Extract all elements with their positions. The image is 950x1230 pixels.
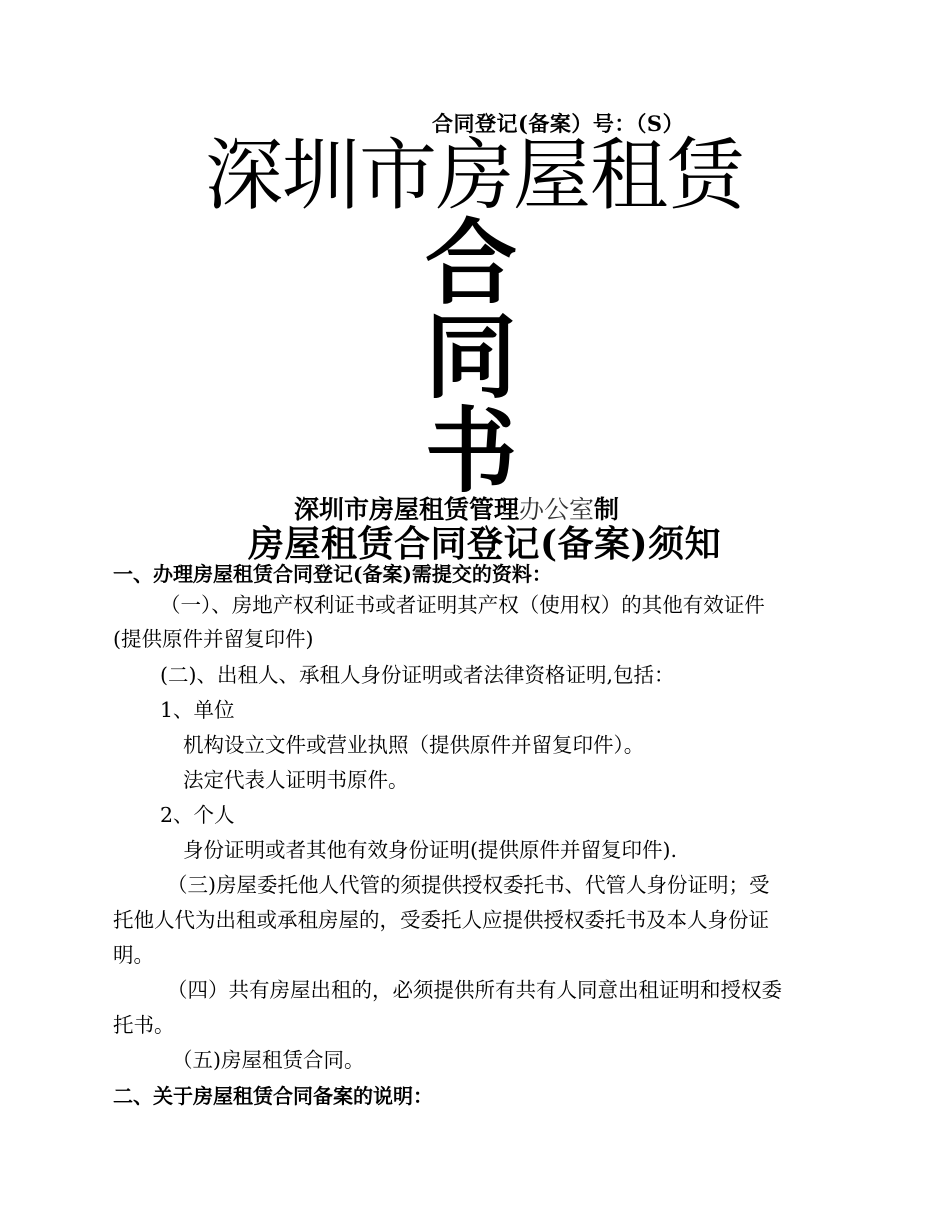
item-3-line-3: 明。 [113, 943, 154, 967]
item-4-line-1: （四）共有房屋出租的，必须提供所有共有人同意出租证明和授权委 [167, 978, 782, 1002]
contract-registration-number-label: 合同登记(备案）号：（S） [432, 111, 685, 136]
notice-title: 房屋租赁合同登记(备案)须知 [248, 523, 722, 565]
section-heading-2: 二、关于房屋租赁合同备案的说明： [113, 1084, 433, 1108]
sub-item-1-b: 法定代表人证明书原件。 [183, 768, 409, 792]
item-1-line-1: （一）、房地产权利证书或者证明其产权（使用权）的其他有效证件 [160, 593, 765, 617]
vertical-title-char-shu: 书 [425, 398, 518, 505]
item-3-line-2: 托他人代为出租或承租房屋的，受委托人应提供授权委托书及本人身份证 [113, 908, 769, 932]
item-4-line-2: 托书。 [113, 1013, 175, 1037]
issuer-name: 深圳市房屋租赁管理 [294, 495, 520, 524]
sub-item-1-a: 机构设立文件或营业执照（提供原件并留复印件）。 [183, 733, 645, 757]
section-heading-1: 一、办理房屋租赁合同登记(备案)需提交的资料： [113, 562, 552, 586]
item-2: (二)、出租人、承租人身份证明或者法律资格证明,包括： [160, 663, 675, 687]
vertical-title-char-he: 合 [425, 210, 518, 317]
vertical-title-char-tong: 同 [425, 304, 518, 411]
item-3-line-1: （三)房屋委托他人代管的须提供授权委托书、代管人身份证明；受 [167, 873, 770, 897]
document-main-title: 深圳市房屋租赁 [205, 131, 745, 221]
sub-item-2-heading: 2、个人 [160, 803, 235, 827]
item-5: （五)房屋租赁合同。 [172, 1048, 365, 1072]
item-1-line-2: (提供原件并留复印件) [113, 627, 314, 651]
issuer-office: 办公室 [519, 495, 595, 524]
issuer-suffix: 制 [594, 495, 620, 524]
sub-item-1-heading: 1、单位 [160, 698, 235, 722]
sub-item-2-a: 身份证明或者其他有效身份证明(提供原件并留复印件). [183, 838, 678, 862]
